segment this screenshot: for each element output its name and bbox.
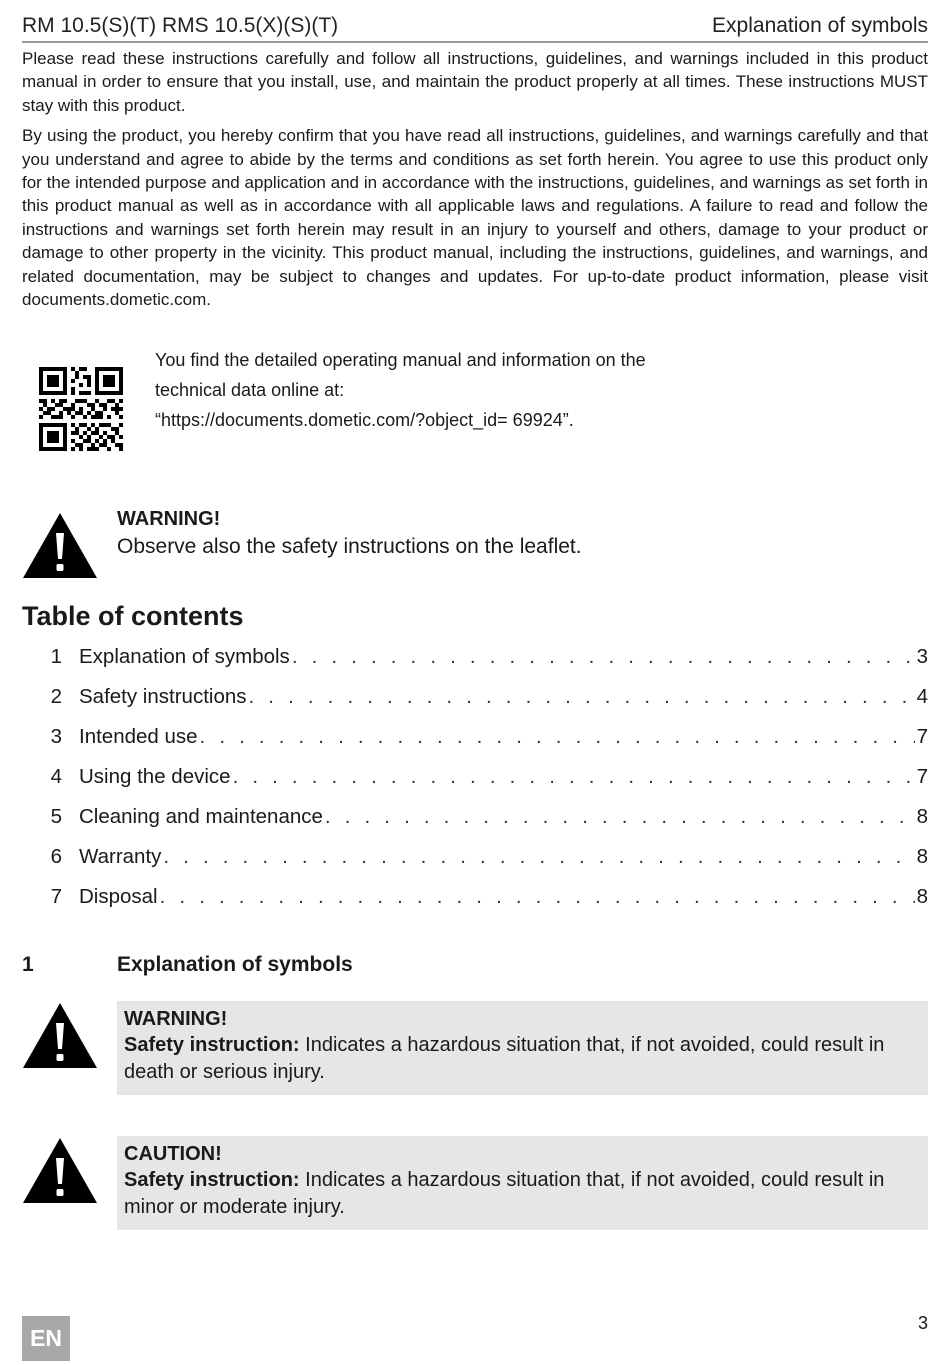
warning-triangle-icon xyxy=(22,511,98,579)
intro-paragraph-2: By using the product, you hereby confirm that you have read all instructions, guidelines, and warnings carefully and that you understand and agree to abide by the terms and conditions as set forth herein. You agree to use this product only for the intended purpose and application and in accordance with the instructions, guidelines, and warnings as set forth in this product manual as well as in accordance with all applicable laws and regulations. A failure to read and follow the instructions and warnings set forth herein may result in an injury to yourself and others, damage to your product or damage to other property in the vicinity. This product manual, including the instructions, guidelines, and warnings, and related documentation, may be subject to changes and updates. For up-to-date product information, please visit documents.dometic.com. xyxy=(22,126,928,310)
toc-item[interactable] xyxy=(22,845,928,885)
header-model: RM 10.5(S)(T) RMS 10.5(X)(S)(T) xyxy=(22,14,339,37)
toc-item-page: 3 xyxy=(916,645,928,668)
toc-item[interactable] xyxy=(22,805,928,845)
warning-triangle-icon xyxy=(22,1136,98,1204)
toc-item[interactable] xyxy=(22,645,928,685)
toc-leader-dots xyxy=(163,845,914,869)
toc-item-page: 8 xyxy=(916,805,928,828)
online-info-text xyxy=(155,345,646,435)
toc-leader-dots xyxy=(249,685,915,709)
caution-notice xyxy=(22,1136,928,1230)
toc-title: Table of contents xyxy=(22,601,244,631)
toc-item-page: 7 xyxy=(916,765,928,788)
table-of-contents xyxy=(22,645,928,925)
qr-code-icon xyxy=(39,367,123,451)
toc-item-number: 1 xyxy=(50,645,62,668)
toc-item-number: 7 xyxy=(50,885,62,908)
toc-item-label: Warranty xyxy=(79,845,162,868)
toc-item-number: 6 xyxy=(50,845,62,868)
warning-notice-text: Indicates a hazardous situation that, if not avoided, could result in death or serious injury. xyxy=(124,1034,885,1083)
warning-notice-title: WARNING! xyxy=(124,1008,228,1030)
page-header xyxy=(22,8,928,43)
toc-item-page: 7 xyxy=(916,725,928,748)
toc-leader-dots xyxy=(160,885,915,909)
toc-item-label: Disposal xyxy=(79,885,158,908)
toc-item[interactable] xyxy=(22,885,928,925)
toc-item[interactable] xyxy=(22,765,928,805)
caution-notice-title: CAUTION! xyxy=(124,1143,222,1165)
intro-text xyxy=(22,47,928,318)
warning-notice-box xyxy=(117,1001,928,1095)
toc-item-page: 8 xyxy=(916,885,928,908)
language-badge: EN xyxy=(22,1316,70,1361)
online-info-line-2: technical data online at: xyxy=(155,380,345,400)
warning-notice xyxy=(22,1001,928,1095)
warning-notice-body xyxy=(124,1032,920,1086)
leaflet-warning-text: Observe also the safety instructions on the leaflet. xyxy=(117,535,582,558)
online-info-block xyxy=(22,345,722,455)
toc-item[interactable] xyxy=(22,685,928,725)
toc-item-label: Safety instructions xyxy=(79,685,247,708)
toc-item-number: 5 xyxy=(50,805,62,828)
toc-leader-dots xyxy=(200,725,915,749)
caution-notice-box xyxy=(117,1136,928,1230)
intro-paragraph-1: Please read these instructions carefully and follow all instructions, guidelines, and warnings included in this product manual in order to ensure that you install, use, and maintain the product properly at all times. These instructions MUST stay with this product. xyxy=(22,49,928,115)
toc-item-page: 4 xyxy=(916,685,928,708)
warning-notice-lead: Safety instruction: xyxy=(124,1034,300,1056)
toc-item-number: 4 xyxy=(50,765,62,788)
toc-item-label: Explanation of symbols xyxy=(79,645,290,668)
toc-item-label: Using the device xyxy=(79,765,231,788)
online-info-line-1: You find the detailed operating manual and information on the xyxy=(155,350,646,370)
leaflet-warning xyxy=(22,508,722,580)
page-number: 3 xyxy=(917,1313,928,1333)
warning-triangle-icon xyxy=(22,1001,98,1069)
section-title: Explanation of symbols xyxy=(117,953,353,976)
toc-item-number: 3 xyxy=(50,725,62,748)
caution-notice-body xyxy=(124,1167,920,1221)
toc-leader-dots xyxy=(325,805,915,829)
toc-item-page: 8 xyxy=(916,845,928,868)
toc-item-number: 2 xyxy=(50,685,62,708)
section-number: 1 xyxy=(22,953,34,976)
online-info-url[interactable]: “https://documents.dometic.com/?object_id= 69924”. xyxy=(155,410,574,430)
toc-item-label: Intended use xyxy=(79,725,198,748)
toc-leader-dots xyxy=(233,765,915,789)
caution-notice-lead: Safety instruction: xyxy=(124,1169,300,1191)
caution-notice-text: Indicates a hazardous situation that, if not avoided, could result in minor or moderate injury. xyxy=(124,1169,885,1218)
toc-item-label: Cleaning and maintenance xyxy=(79,805,323,828)
toc-leader-dots xyxy=(292,645,915,669)
leaflet-warning-title: WARNING! xyxy=(117,508,221,530)
toc-item[interactable] xyxy=(22,725,928,765)
header-section: Explanation of symbols xyxy=(712,14,928,37)
